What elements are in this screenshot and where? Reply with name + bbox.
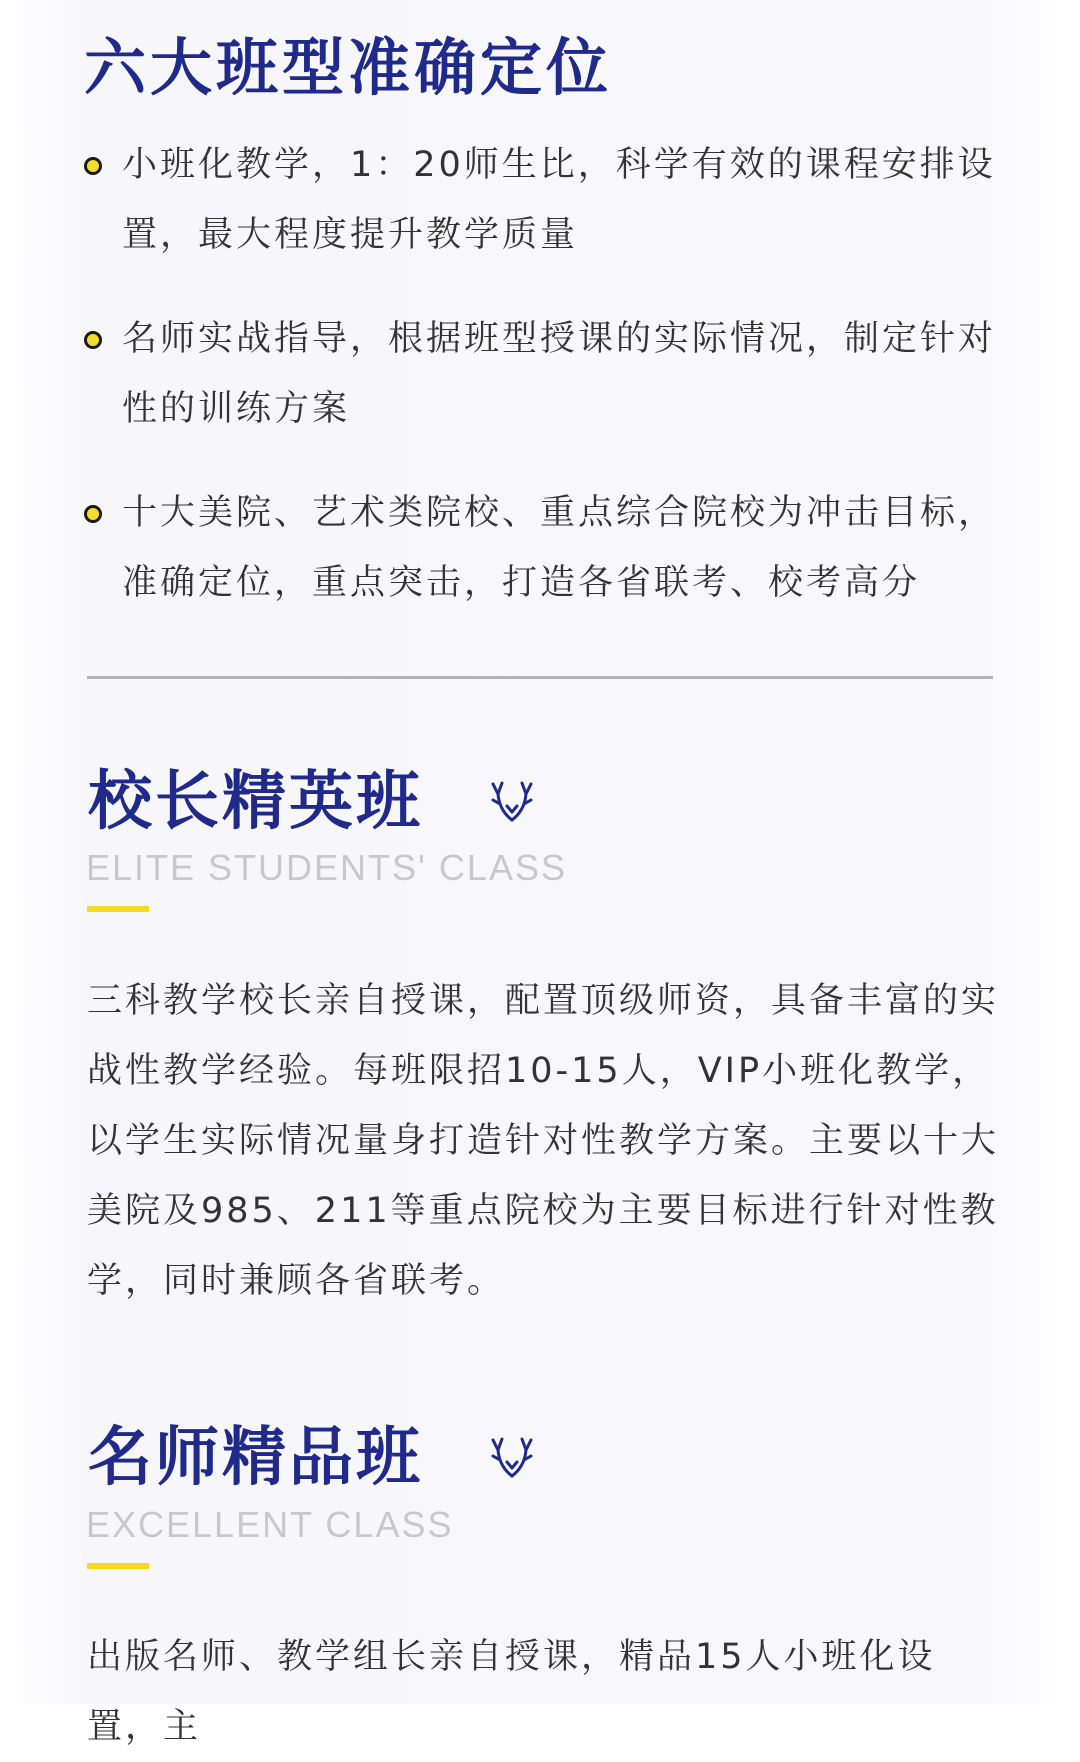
elite-class-description: 三科教学校长亲自授课，配置顶级师资，具备丰富的实战性教学经验。每班限招10-15人，VIP小班化教学，以学生实际情况量身打造针对性教学方案。主要以十大美院及985、211等重点院校为主要目标进行针对性教学，同时兼顾各省联考。 [87, 981, 1000, 1301]
antler-icon [490, 1432, 534, 1480]
elite-class-title: 校长精英班 [88, 765, 423, 839]
feature-list [84, 130, 1004, 652]
excellent-class-description: 出版名师、教学组长亲自授课，精品15人小班化设置，主 [87, 1637, 936, 1747]
antler-icon [490, 776, 534, 824]
section-divider [87, 676, 993, 679]
list-item-text: 十大美院、艺术类院校、重点综合院校为冲击目标，准确定位，重点突击，打造各省联考、校考高分 [122, 493, 997, 603]
list-item [84, 478, 1004, 618]
excellent-class-title: 名师精品班 [88, 1421, 423, 1495]
accent-bar [87, 1563, 149, 1569]
bullet-dot-icon [84, 331, 102, 349]
section-title-six-classes: 六大班型准确定位 [84, 31, 613, 104]
list-item-text: 名师实战指导，根据班型授课的实际情况，制定针对性的训练方案 [122, 319, 997, 429]
excellent-class-subtitle: EXCELLENT CLASS [86, 1504, 454, 1545]
list-item-text: 小班化教学，1：20师生比，科学有效的课程安排设置，最大程度提升教学质量 [122, 145, 996, 255]
bullet-dot-icon [84, 157, 102, 175]
list-item [84, 130, 1004, 270]
bullet-dot-icon [84, 505, 102, 523]
accent-bar [87, 906, 149, 912]
list-item [84, 304, 1004, 444]
elite-class-subtitle: ELITE STUDENTS' CLASS [86, 847, 567, 888]
